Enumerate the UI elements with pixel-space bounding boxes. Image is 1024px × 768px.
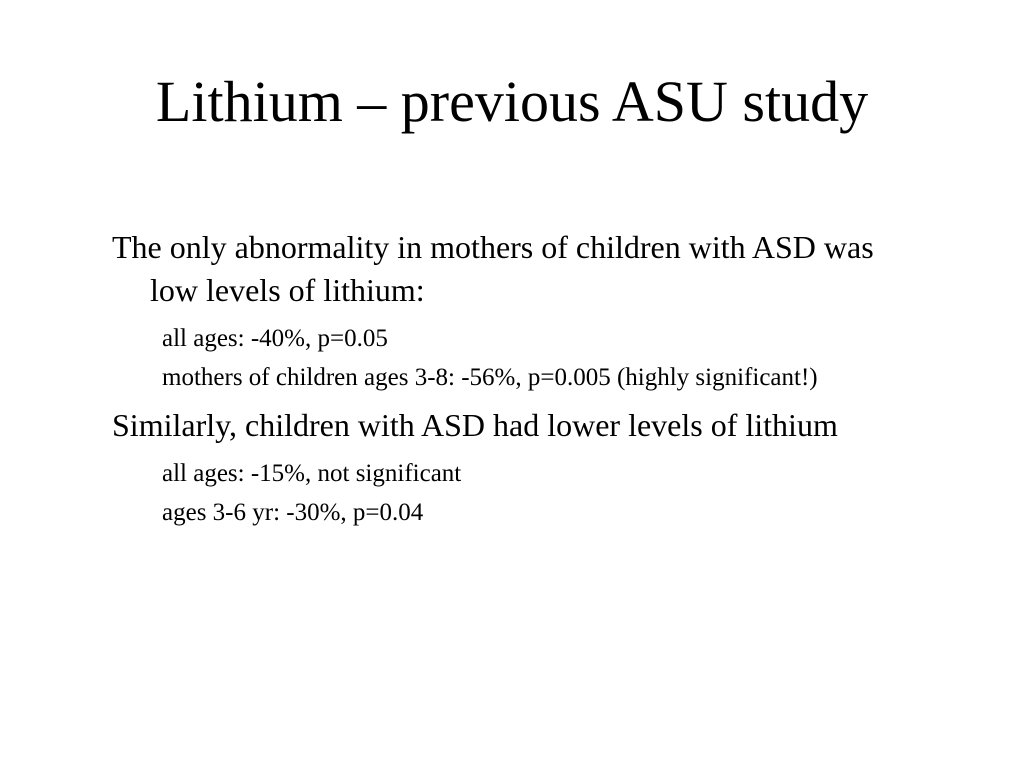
sub-bullet-children-all-ages: all ages: -15%, not significant bbox=[162, 460, 462, 487]
sub-bullet-mothers-ages-3-8: mothers of children ages 3-8: -56%, p=0.005 (highly significant!) bbox=[162, 364, 818, 391]
sub-bullet-mothers-all-ages: all ages: -40%, p=0.05 bbox=[162, 325, 388, 352]
bullet-point-children: Similarly, children with ASD had lower levels of lithium bbox=[112, 407, 838, 443]
bullet-point-mothers: The only abnormality in mothers of children with ASD was low levels of lithium: bbox=[112, 229, 874, 308]
bullet-list bbox=[112, 226, 912, 530]
slide-title: Lithium – previous ASU study bbox=[155, 69, 869, 134]
sub-bullet-children-ages-3-6: ages 3-6 yr: -30%, p=0.04 bbox=[162, 499, 424, 526]
